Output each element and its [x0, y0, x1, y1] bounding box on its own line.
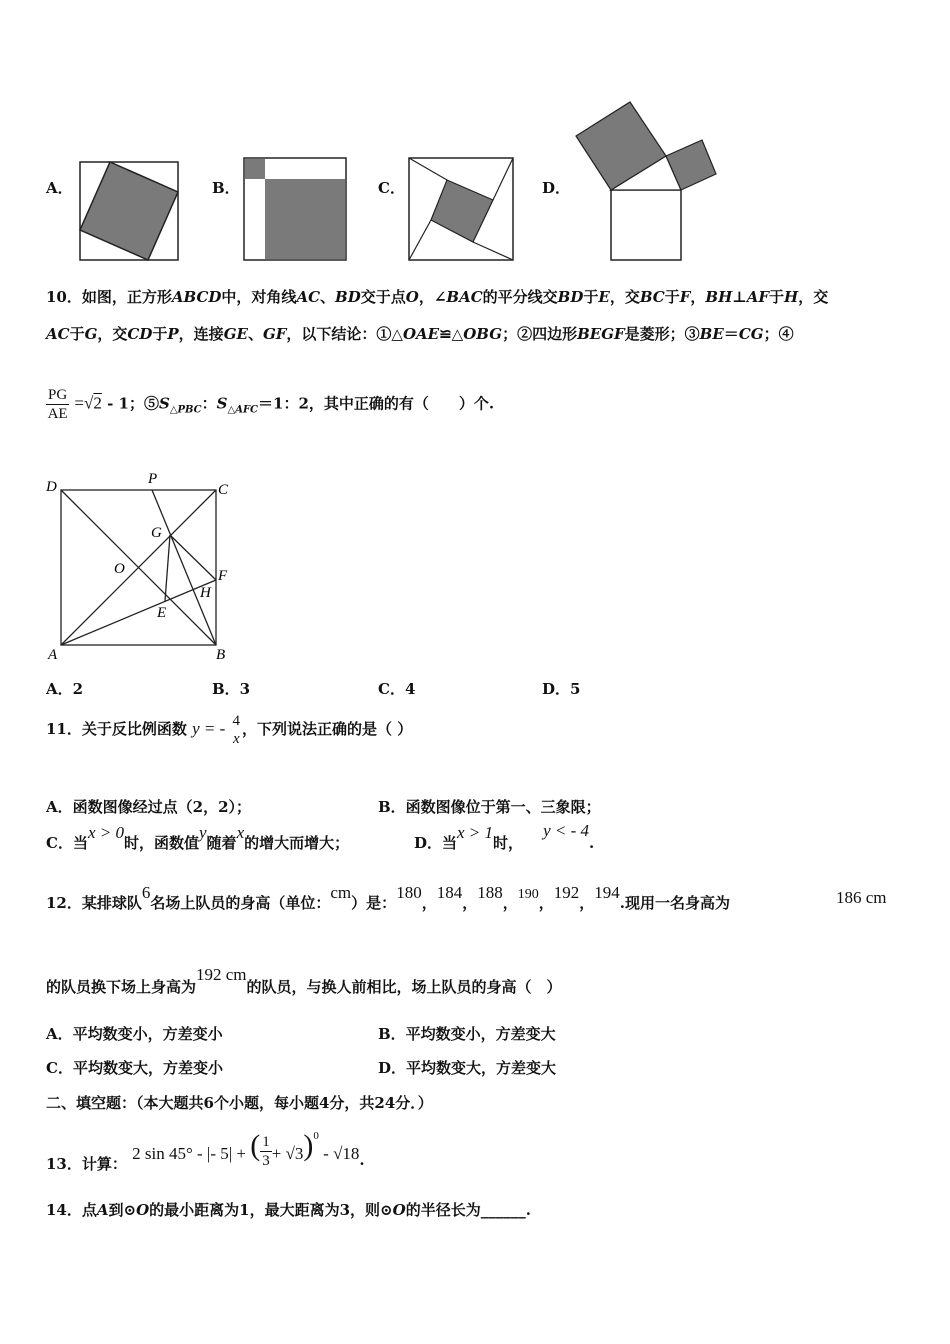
line-bp — [152, 490, 216, 645]
label-d: D — [46, 479, 57, 495]
q11-option-d: D．当x > 1时，y < - 4. — [414, 821, 595, 852]
line-ge — [165, 535, 170, 601]
label-b: B — [216, 647, 226, 663]
q9-option-b-label: B． — [212, 179, 240, 197]
q10-option-b: B．3 — [212, 680, 251, 698]
answer-blank[interactable]: ______ — [480, 1201, 526, 1219]
label-p: P — [148, 471, 158, 487]
label-o: O — [114, 561, 125, 577]
pg-ae-fraction: $\frac{PG}{AE}$ — [47, 387, 68, 422]
q13-fraction: $\frac{1}{3}$ — [262, 1133, 270, 1169]
q10-option-d: D．5 — [542, 680, 581, 698]
q10-option-c: C．4 — [378, 680, 416, 698]
q9-figure-b — [244, 158, 348, 262]
q12-new-height: 186 cm — [836, 888, 887, 907]
q12-option-a: A．平均数变小，方差变小 — [46, 1025, 223, 1043]
q12-stem-line2: 的队员换下场上身高为192 cm的队员，与换人前相比，场上队员的身高（ ） — [46, 965, 562, 996]
q11-option-c: C．当x > 0时，函数值y随着x的增大而增大； — [46, 823, 350, 852]
right-paren: ) — [303, 1129, 314, 1162]
label-h: H — [200, 585, 211, 601]
q9-option-d-label: D． — [542, 179, 571, 197]
q11-stem: 11．关于反比例函数 y = - 4 x ，下列说法正确的是（ ） — [46, 713, 413, 747]
label-f: F — [218, 568, 228, 584]
label-a: A — [48, 647, 58, 663]
q11-option-b: B．函数图像位于第一、三象限； — [378, 798, 601, 816]
q12-stem-line1: 12．某排球队6名场上队员的身高（单位：cm）是：180，184，188，190，192，194.现用一名身高为 — [46, 883, 730, 912]
label-c: C — [218, 482, 229, 498]
q10-stem-line3: $\frac{PG}{AE}$ =√2 - 1；$⑤S_{\triangle PBC}$：$S_{\triangle AFC}=1$：2，其中正确的有（ ）个. — [47, 387, 495, 422]
q10-square-figure — [40, 470, 240, 670]
q11-fraction: 4 x — [232, 713, 241, 747]
q10-stem-line1: 10．如图，正方形ABCD中，对角线AC、BD交于点O，∠BAC的平分线交BD于E，交BC于F，BH⊥AF于H，交 — [46, 288, 829, 306]
q12-option-c: C．平均数变大，方差变小 — [46, 1059, 223, 1077]
q9-figure-a — [80, 162, 180, 262]
section-fill-in-title: 二、填空题：（本大题共6个小题，每小题4分，共24分．） — [46, 1094, 433, 1112]
q10-stem-line2: AC于G，交CD于P，连接GE、GF，以下结论：①△OAE≌△OBG；②四边形BEGF是菱形；③BE＝CG；④ — [46, 325, 794, 343]
q9-figure-d — [576, 102, 718, 264]
line-gf — [170, 535, 216, 580]
q10-option-a: A．2 — [46, 680, 84, 698]
q13-stem: 13．计算： 2 sin 45° - |- 5| + ( $\frac{1}{3}$ + √3)$^0$ - √18. — [46, 1129, 365, 1173]
q9-option-c-label: C． — [378, 179, 405, 197]
q12-option-d: D．平均数变大，方差变大 — [378, 1059, 557, 1077]
q9-option-a-label: A． — [46, 179, 73, 197]
q11-option-a: A．函数图像经过点（2，2）； — [46, 798, 252, 816]
label-g: G — [151, 525, 162, 541]
q12-option-b: B．平均数变小，方差变大 — [378, 1025, 556, 1043]
q9-figure-c — [409, 158, 515, 262]
left-paren: ( — [250, 1129, 261, 1162]
q14-stem: 14．点A到⊙O的最小距离为1，最大距离为3，则⊙O的半径长为______. — [46, 1201, 531, 1219]
label-e: E — [157, 605, 167, 621]
